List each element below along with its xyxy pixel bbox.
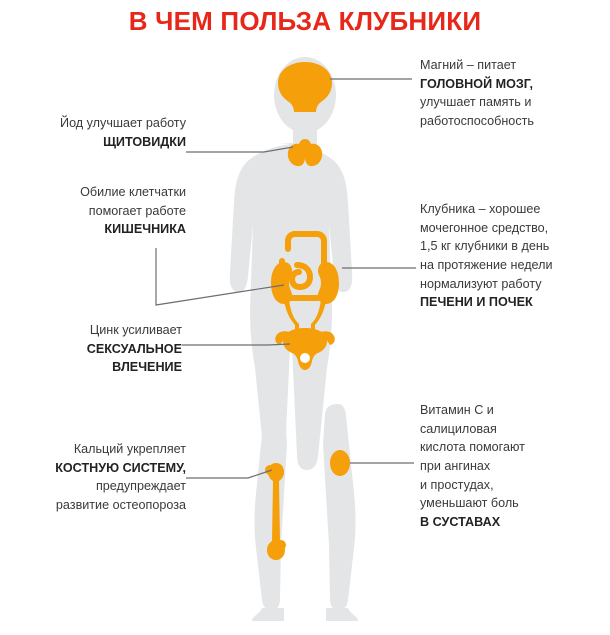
- callout-line: Йод улучшает работу: [60, 116, 186, 130]
- callout-line: уменьшают боль: [420, 496, 519, 511]
- callout-line: нормализуют работу: [420, 276, 542, 291]
- callout-diuretic: [420, 200, 606, 312]
- callout-zinc: [8, 321, 182, 377]
- callout-line: Цинк усиливает: [89, 323, 182, 337]
- callout-line: помогает работе: [88, 203, 186, 218]
- callout-line: КИШЕЧНИКА: [104, 222, 186, 237]
- callout-line: работоспособность: [420, 113, 534, 128]
- bottom-spacer: [0, 621, 610, 635]
- callout-line: салициловая: [420, 421, 497, 436]
- callout-line: кислота помогают: [420, 440, 525, 455]
- callout-iodine: [10, 114, 186, 151]
- callout-line: улучшает память и: [420, 95, 532, 110]
- callout-line: КОСТНУЮ СИСТЕМУ,: [55, 460, 186, 475]
- callout-line: Витамин С и: [420, 403, 494, 417]
- callout-line: ГОЛОВНОЙ МОЗГ,: [420, 76, 534, 91]
- callout-line: ЩИТОВИДКИ: [103, 134, 186, 149]
- page-title: В ЧЕМ ПОЛЬЗА КЛУБНИКИ: [128, 6, 482, 36]
- leader-line-zinc: [182, 344, 290, 345]
- callout-line: В СУСТАВАХ: [420, 514, 501, 529]
- callout-line: на протяжение недели: [420, 257, 553, 272]
- callout-line: при ангинах: [420, 458, 491, 473]
- callout-line: Клубника – хорошее: [420, 202, 541, 216]
- callout-magnesium: [420, 56, 606, 131]
- callout-line: СЕКСУАЛЬНОЕ: [86, 341, 182, 356]
- callout-line: 1,5 кг клубники в день: [420, 239, 550, 254]
- callout-line: предупреждает: [95, 479, 186, 494]
- callout-line: ПЕЧЕНИ И ПОЧЕК: [420, 295, 533, 310]
- callout-line: ВЛЕЧЕНИЕ: [112, 360, 182, 375]
- callout-line: Магний – питает: [420, 58, 517, 72]
- callout-calcium: [4, 440, 186, 515]
- callout-line: мочегонное средство,: [420, 220, 549, 235]
- organ-knee-joint: [330, 450, 350, 476]
- callout-fiber: [12, 183, 186, 239]
- callout-vitamin-c: [420, 401, 606, 531]
- callout-line: развитие остеопороза: [55, 497, 186, 512]
- callout-line: и простудах,: [420, 477, 494, 492]
- callout-line: Кальций укрепляет: [73, 442, 186, 456]
- callout-line: Обилие клетчатки: [80, 185, 186, 199]
